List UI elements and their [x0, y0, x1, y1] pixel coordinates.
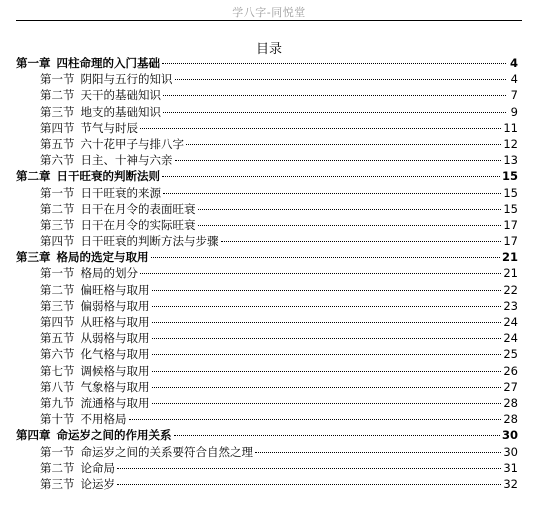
toc-section-entry[interactable]	[16, 282, 518, 298]
toc-dot-leader	[163, 193, 501, 194]
toc-section-entry[interactable]	[16, 363, 518, 379]
header-rule	[16, 20, 522, 21]
toc-entry-number: 第一章	[16, 56, 51, 70]
toc-dot-leader	[140, 128, 501, 129]
toc-section-entry[interactable]	[16, 330, 518, 346]
toc-entry-title: 节气与时辰	[80, 120, 138, 135]
toc-dot-leader	[152, 290, 502, 291]
toc-entry-number: 第二节	[40, 282, 75, 297]
toc-section-entry[interactable]	[16, 379, 518, 395]
toc-dot-leader	[152, 387, 502, 388]
toc-dot-leader	[175, 160, 502, 161]
toc-entry-title: 调候格与取用	[80, 363, 150, 378]
toc-entry-title: 论命局	[80, 460, 115, 475]
toc-dot-leader	[152, 403, 502, 404]
toc-page-number: 15	[503, 185, 518, 200]
toc-dot-leader	[152, 322, 502, 323]
toc-entry-number: 第五节	[40, 331, 75, 346]
toc-entry-number: 第四节	[40, 315, 75, 329]
toc-dot-leader	[152, 354, 502, 355]
toc-page-number: 21	[503, 266, 518, 281]
toc-entry-title: 从弱格与取用	[80, 331, 150, 346]
toc-page-number: 24	[503, 331, 518, 346]
toc-title: 目录	[255, 42, 282, 57]
toc-page-number: 22	[503, 282, 518, 297]
toc-section-entry[interactable]	[16, 120, 518, 136]
toc-entry-number: 第一节	[40, 72, 75, 87]
toc-section-entry[interactable]	[16, 71, 518, 87]
toc-entry-title: 四柱命理的入门基础	[56, 56, 160, 70]
toc-entry-number: 第四节	[40, 234, 75, 249]
toc-dot-leader	[163, 112, 506, 113]
toc-dot-leader	[198, 209, 502, 210]
toc-entry-number: 第九节	[40, 395, 75, 410]
toc-entry-number: 第八节	[40, 379, 75, 394]
page-header	[0, 0, 538, 22]
toc-entry-title: 命运岁之间的作用关系	[56, 428, 172, 443]
toc-entry-title: 偏旺格与取用	[80, 282, 150, 297]
toc-entry-number: 第四章	[16, 428, 51, 443]
toc-dot-leader	[162, 63, 506, 64]
toc-page-number: 17	[503, 217, 518, 232]
toc-entry-number: 第三节	[40, 298, 75, 313]
toc-section-entry[interactable]	[16, 201, 518, 217]
toc-dot-leader	[198, 225, 502, 226]
toc-chapter-entry[interactable]	[16, 168, 518, 184]
toc-dot-leader	[163, 95, 506, 96]
toc-chapter-entry[interactable]	[16, 427, 518, 443]
toc-entry-title: 六十花甲子与排八字	[80, 136, 184, 151]
toc-section-entry[interactable]	[16, 395, 518, 411]
toc-dot-leader	[255, 452, 501, 453]
toc-entry-title: 日干在月令的表面旺衰	[80, 201, 196, 216]
toc-page-number: 17	[503, 234, 518, 249]
toc-entry-number: 第七节	[40, 363, 75, 378]
toc-entry-number: 第二节	[40, 201, 75, 216]
toc-section-entry[interactable]	[16, 152, 518, 168]
toc-list	[16, 55, 518, 492]
toc-section-entry[interactable]	[16, 346, 518, 362]
toc-dot-leader	[152, 338, 502, 339]
toc-entry-title: 偏弱格与取用	[80, 298, 150, 313]
toc-entry-title: 气象格与取用	[80, 379, 150, 394]
toc-page-number: 30	[503, 444, 518, 459]
toc-page-number: 24	[503, 315, 518, 329]
toc-entry-title: 命运岁之间的关系要符合自然之理	[80, 444, 253, 459]
toc-page-number: 27	[503, 379, 518, 394]
toc-page-number: 4	[509, 56, 518, 70]
toc-section-entry[interactable]	[16, 265, 518, 281]
toc-dot-leader	[140, 273, 501, 274]
header-text: 学八字-同悦堂	[232, 6, 306, 19]
toc-dot-leader	[186, 144, 501, 145]
toc-dot-leader	[221, 241, 502, 242]
toc-entry-number: 第三节	[40, 217, 75, 232]
toc-entry-title: 地支的基础知识	[80, 104, 161, 119]
toc-page-number: 28	[503, 412, 518, 427]
toc-section-entry[interactable]	[16, 185, 518, 201]
toc-page-number: 11	[503, 120, 518, 135]
toc-page-number: 9	[510, 104, 518, 119]
toc-entry-title: 化气格与取用	[80, 347, 150, 362]
toc-page-number: 12	[503, 136, 518, 151]
toc-entry-number: 第二章	[16, 169, 51, 184]
toc-entry-title: 流通格与取用	[80, 395, 150, 410]
toc-entry-number: 第三节	[40, 476, 75, 491]
toc-entry-number: 第五节	[40, 136, 75, 151]
toc-entry-number: 第一节	[40, 266, 75, 281]
toc-section-entry[interactable]	[16, 87, 518, 103]
toc-entry-number: 第三节	[40, 104, 75, 119]
toc-dot-leader	[117, 484, 501, 485]
toc-page-number: 13	[503, 153, 518, 168]
toc-chapter-entry[interactable]	[16, 55, 518, 71]
toc-entry-title: 日主、十神与六亲	[80, 153, 173, 168]
toc-section-entry[interactable]	[16, 217, 518, 233]
toc-section-entry[interactable]	[16, 314, 518, 330]
toc-entry-title: 格局的划分	[80, 266, 138, 281]
toc-entry-title: 日干在月令的实际旺衰	[80, 217, 196, 232]
toc-section-entry[interactable]	[16, 233, 518, 249]
toc-entry-number: 第二节	[40, 88, 75, 103]
toc-dot-leader	[152, 306, 502, 307]
toc-section-entry[interactable]	[16, 411, 518, 427]
toc-chapter-entry[interactable]	[16, 249, 518, 265]
toc-entry-number: 第六节	[40, 153, 75, 168]
toc-dot-leader	[152, 371, 502, 372]
toc-dot-leader	[162, 176, 500, 177]
toc-dot-leader	[129, 419, 502, 420]
toc-entry-title: 格局的选定与取用	[56, 250, 149, 265]
toc-entry-title: 不用格局	[80, 412, 127, 427]
toc-page-number: 25	[503, 347, 518, 362]
toc-section-entry[interactable]	[16, 460, 518, 476]
toc-page-number: 31	[503, 460, 518, 475]
toc-page-number: 21	[501, 250, 518, 265]
toc-page-number: 23	[503, 298, 518, 313]
toc-entry-number: 第二节	[40, 460, 75, 475]
toc-dot-leader	[151, 257, 500, 258]
toc-section-entry[interactable]	[16, 476, 518, 492]
toc-page-number: 30	[501, 428, 518, 443]
toc-entry-number: 第一节	[40, 185, 75, 200]
toc-page-number: 28	[503, 395, 518, 410]
toc-dot-leader	[174, 435, 500, 436]
toc-entry-title: 日干旺衰的判断方法与步骤	[80, 234, 219, 249]
toc-entry-number: 第四节	[40, 120, 75, 135]
toc-page-number: 15	[501, 169, 518, 184]
toc-page-number: 4	[510, 72, 518, 87]
toc-section-entry[interactable]	[16, 444, 518, 460]
toc-entry-title: 从旺格与取用	[80, 315, 150, 329]
toc-entry-title: 天干的基础知识	[80, 88, 161, 103]
toc-section-entry[interactable]	[16, 104, 518, 120]
toc-section-entry[interactable]	[16, 136, 518, 152]
toc-entry-title: 论运岁	[80, 476, 115, 491]
toc-dot-leader	[117, 468, 501, 469]
toc-page-number: 15	[503, 201, 518, 216]
toc-entry-number: 第一节	[40, 444, 75, 459]
toc-entry-number: 第三章	[16, 250, 51, 265]
toc-entry-title: 日干旺衰的判断法则	[56, 169, 160, 184]
toc-entry-number: 第六节	[40, 347, 75, 362]
toc-entry-title: 日干旺衰的来源	[80, 185, 161, 200]
toc-dot-leader	[175, 79, 507, 80]
toc-entry-number: 第十节	[40, 412, 75, 427]
toc-page-number: 7	[510, 88, 518, 103]
toc-section-entry[interactable]	[16, 298, 518, 314]
toc-entry-title: 阴阳与五行的知识	[80, 72, 173, 87]
toc-page-number: 32	[503, 476, 518, 491]
toc-page-number: 26	[503, 363, 518, 378]
